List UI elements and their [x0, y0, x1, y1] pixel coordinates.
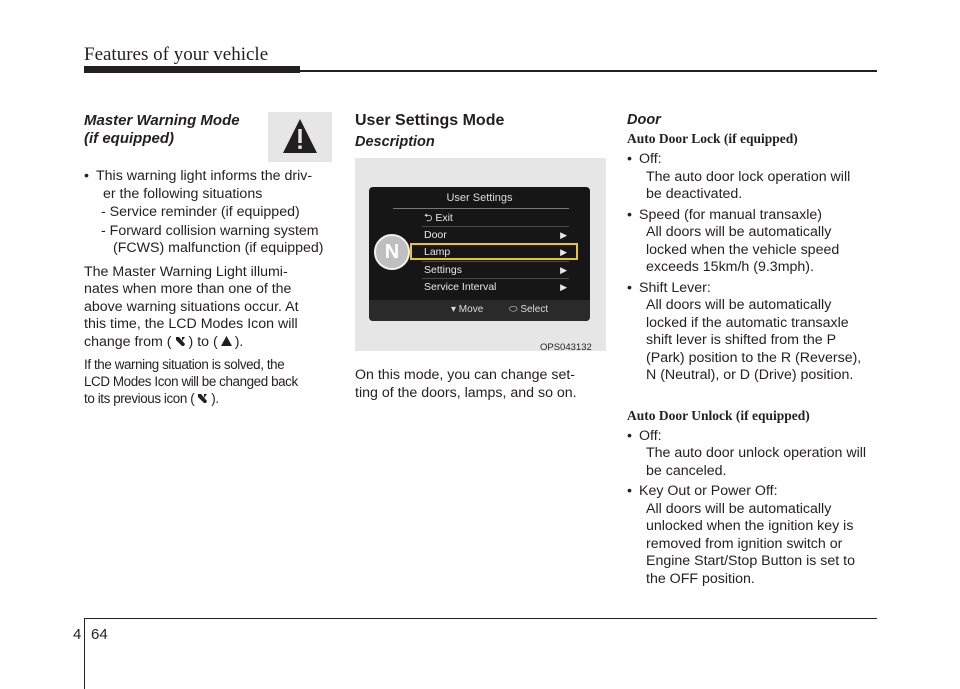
- footer-rule: [84, 618, 877, 619]
- text-line: locked when the vehicle speed: [646, 241, 840, 258]
- text-line: The auto door lock operation will: [646, 168, 851, 185]
- auto-door-lock-title: Auto Door Lock (if equipped): [627, 131, 798, 146]
- bullet-dot: •: [627, 206, 632, 223]
- text-span: ) to (: [188, 333, 218, 350]
- user-settings-body: [355, 367, 605, 402]
- text-line: above warning situations occur. At: [84, 298, 299, 315]
- warning-icon-panel: [268, 112, 332, 162]
- auto-door-unlock-list: [627, 428, 878, 589]
- menu-item-label: ⮌ Exit: [424, 212, 453, 224]
- list-item-desc: [627, 445, 878, 480]
- menu-item-door[interactable]: [422, 228, 569, 243]
- master-warning-heading: [84, 112, 264, 148]
- text-line: this time, the LCD Modes Icon will: [84, 316, 298, 332]
- text-line: All doors will be automatically: [646, 224, 832, 240]
- text-line: unlocked when the ignition key is: [646, 518, 854, 534]
- heading-line: Master Warning Mode: [84, 112, 240, 129]
- list-item-desc: [627, 297, 878, 385]
- list-item-label: Off:: [639, 151, 662, 167]
- warning-triangle-icon: [268, 112, 332, 162]
- bullet-dot: •: [627, 151, 632, 167]
- menu-divider: [422, 226, 569, 227]
- text-line: (Park) position to the R (Reverse),: [646, 349, 862, 366]
- list-item-label: Shift Lever:: [639, 279, 711, 296]
- text-line: All doors will be automatically: [646, 297, 832, 313]
- bullet-dot: •: [627, 483, 632, 499]
- section-number: 4: [73, 626, 82, 643]
- text-line: On this mode, you can change set-: [355, 367, 576, 383]
- list-item: [627, 280, 878, 298]
- door-heading: Door: [627, 112, 661, 128]
- footer-divider: [84, 618, 85, 689]
- menu-item-label: Service Interval: [424, 281, 497, 293]
- figure-caption: OPS043132: [540, 342, 592, 353]
- text-line: If the warning situation is solved, the: [84, 357, 285, 372]
- running-header: Features of your vehicle: [84, 44, 269, 65]
- description-subheading: Description: [355, 134, 435, 150]
- gear-letter: N: [384, 241, 400, 263]
- list-item: - Forward collision warning system: [101, 222, 319, 239]
- menu-item-label: Settings: [424, 264, 462, 276]
- list-item: [627, 483, 878, 501]
- menu-item-lamp[interactable]: [422, 245, 569, 260]
- menu-divider: [422, 261, 569, 262]
- list-item-desc: [627, 224, 878, 277]
- menu-divider: [422, 278, 569, 279]
- list-item-desc: [627, 501, 878, 589]
- text-line: (FCWS) malfunction (if equipped): [113, 240, 324, 256]
- screen-rule: [393, 208, 569, 209]
- text-line: er the following situations: [103, 185, 263, 202]
- list-item-label: Speed (for manual transaxle): [639, 206, 822, 223]
- paragraph: [84, 264, 333, 334]
- text-line: [84, 334, 333, 352]
- list-item: [627, 428, 878, 446]
- bullet-dot: •: [84, 168, 89, 184]
- gear-n-icon: [374, 234, 410, 270]
- list-item-label: Off:: [639, 427, 662, 444]
- menu-item-exit[interactable]: [422, 211, 569, 226]
- select-hint: ⬭ Select: [509, 304, 549, 315]
- list-item: - Service reminder (if equipped): [101, 204, 300, 220]
- text-line: shift lever is shifted from the P: [646, 332, 837, 348]
- text-span: change from (: [84, 333, 172, 350]
- paragraph: [84, 356, 333, 407]
- move-hint: ▾ Move: [451, 304, 484, 315]
- list-item: [627, 151, 878, 169]
- list-item: [627, 207, 878, 225]
- text-line: The auto door unlock operation will: [646, 445, 867, 461]
- text-line: This warning light informs the driv-: [96, 168, 313, 184]
- user-settings-heading: User Settings Mode: [355, 112, 505, 129]
- list-item-label: Key Out or Power Off:: [639, 483, 778, 499]
- text-line: All doors will be automatically: [646, 500, 832, 517]
- chevron-right-icon: ▶: [560, 265, 567, 275]
- text-span: to its previous icon (: [84, 391, 195, 406]
- text-line: be deactivated.: [646, 186, 743, 202]
- text-line: nates when more than one of the: [84, 281, 292, 297]
- text-line: N (Neutral), or D (Drive) position.: [646, 367, 854, 383]
- door-section: [627, 131, 878, 588]
- text-span: ).: [211, 391, 219, 406]
- auto-door-unlock-title: Auto Door Unlock (if equipped): [627, 407, 810, 423]
- chevron-right-icon: ▶: [560, 230, 567, 240]
- master-warning-body: [84, 168, 333, 407]
- wrench-icon: [196, 392, 209, 404]
- text-line: be canceled.: [646, 462, 727, 479]
- menu-item-label: Door: [424, 229, 447, 241]
- text-line: the OFF position.: [646, 570, 755, 587]
- text-line: The Master Warning Light illumi-: [84, 263, 288, 280]
- chevron-right-icon: ▶: [560, 282, 567, 292]
- menu-item-settings[interactable]: [422, 263, 569, 278]
- text-line: exceeds 15km/h (9.3mph).: [646, 259, 814, 275]
- list-item-desc: [627, 169, 878, 204]
- chevron-right-icon: ▶: [560, 247, 567, 257]
- screen-title: User Settings: [446, 192, 513, 204]
- text-line: removed from ignition switch or: [646, 535, 843, 552]
- heading-line: (if equipped): [84, 130, 174, 147]
- text-line: locked if the automatic transaxle: [646, 314, 849, 331]
- menu-item-label: Lamp: [424, 246, 451, 258]
- warning-triangle-icon: [220, 335, 233, 347]
- wrench-icon: [174, 335, 187, 347]
- screen-footer: [369, 300, 590, 321]
- auto-door-lock-list: [627, 151, 878, 385]
- bullet-dot: •: [627, 427, 632, 444]
- menu-item-service-interval[interactable]: [422, 280, 569, 295]
- text-line: ting of the doors, lamps, and so on.: [355, 384, 577, 401]
- bullet-dot: •: [627, 279, 632, 296]
- text-line: [84, 390, 333, 407]
- list-item: [84, 168, 333, 186]
- header-bar: [84, 66, 300, 73]
- text-span: ).: [234, 333, 244, 350]
- page-number: 64: [91, 626, 108, 643]
- text-line: Engine Start/Stop Button is set to: [646, 553, 855, 569]
- text-line: LCD Modes Icon will be changed back: [84, 374, 298, 389]
- lcd-screen: [369, 187, 590, 321]
